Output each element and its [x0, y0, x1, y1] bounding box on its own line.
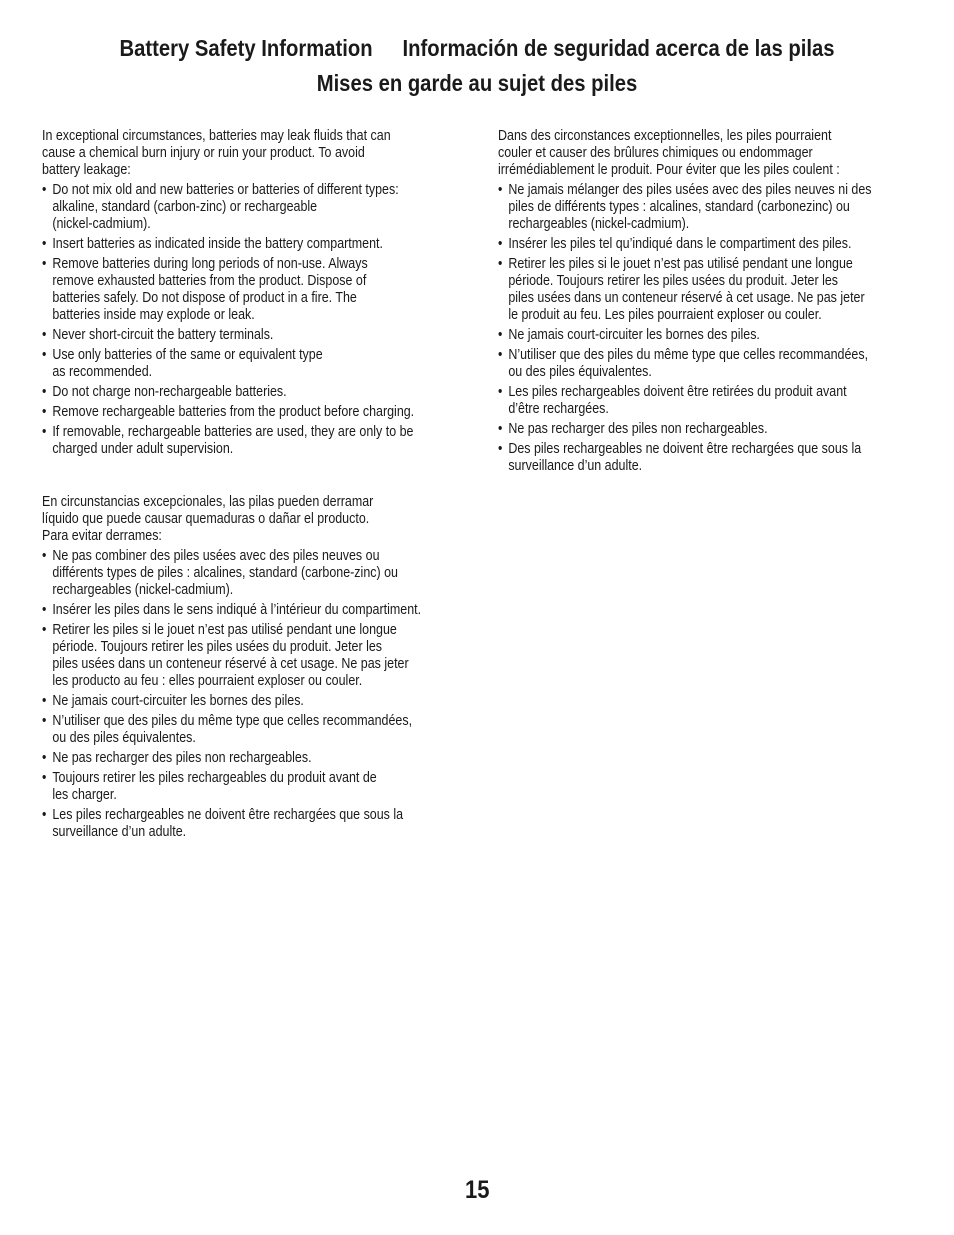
- list-item: • Remove rechargeable batteries from the product before charging.: [42, 404, 460, 421]
- list-item: • Ne pas recharger des piles non rechargeables.: [498, 421, 916, 438]
- page-number: 15: [465, 1176, 490, 1204]
- french-section: [498, 128, 916, 478]
- list-item: • N’utiliser que des piles du même type que celles recommandées, ou des piles équivalentes.: [42, 713, 460, 747]
- list-item: • Ne jamais court-circuiter les bornes des piles.: [42, 693, 460, 710]
- list-item: • Les piles rechargeables doivent être retirées du produit avant d’être rechargées.: [498, 384, 916, 418]
- list-item: • Remove batteries during long periods of non-use. Always remove exhausted batteries from the product. Dispose of batteries safely. Do not dispose of product in a fire. The batteries inside may explode or leak.: [42, 256, 460, 324]
- spanish-list: [42, 548, 460, 841]
- english-list: [42, 182, 460, 458]
- list-item: • Ne pas combiner des piles usées avec des piles neuves ou différents types de piles : alcalines, standard (carbone-zinc) ou rechargeables (nickel-cadmium).: [42, 548, 460, 599]
- list-item: • Do not mix old and new batteries or batteries of different types: alkaline, standard (carbon-zinc) or rechargeable (nickel-cadmium).: [42, 182, 460, 233]
- list-item: • Use only batteries of the same or equivalent type as recommended.: [42, 347, 460, 381]
- list-item: • Toujours retirer les piles rechargeables du produit avant de les charger.: [42, 770, 460, 804]
- page-title: [57, 35, 897, 62]
- list-item: • Insérer les piles dans le sens indiqué à l’intérieur du compartiment.: [42, 602, 460, 619]
- page-subtitle: [57, 70, 897, 97]
- list-item: • Ne jamais mélanger des piles usées avec des piles neuves ni des piles de différents types : alcalines, standard (carbonezinc) ou rechargeables (nickel-cadmium).: [498, 182, 916, 233]
- title-spanish: Información de seguridad acerca de las pilas: [402, 35, 835, 61]
- french-list: [498, 182, 916, 475]
- title-french: Mises en garde au sujet des piles: [316, 70, 638, 96]
- list-item: • Do not charge non-rechargeable batteries.: [42, 384, 460, 401]
- english-intro: In exceptional circumstances, batteries may leak fluids that can cause a chemical burn injury or ruin your product. To avoid battery leakage:: [42, 128, 391, 178]
- list-item: • If removable, rechargeable batteries are used, they are only to be charged under adult supervision.: [42, 424, 460, 458]
- spanish-intro: En circunstancias excepcionales, las pilas pueden derramar líquido que puede causar quemaduras o dañar el producto. Para evitar derrames:: [42, 494, 374, 544]
- list-item: • Retirer les piles si le jouet n’est pas utilisé pendant une longue période. Toujours retirer les piles usées du produit. Jeter les piles usées dans un conteneur réservé à cet usage. Ne pas jeter les producto au feu : elles pourraient exploser ou couler.: [42, 622, 460, 690]
- spanish-section: [42, 494, 460, 844]
- list-item: • Des piles rechargeables ne doivent être rechargées que sous la surveillance d’un adulte.: [498, 441, 916, 475]
- list-item: • Ne jamais court-circuiter les bornes des piles.: [498, 327, 916, 344]
- english-section: [42, 128, 460, 461]
- title-english: Battery Safety Information: [119, 35, 373, 61]
- list-item: • Insérer les piles tel qu’indiqué dans le compartiment des piles.: [498, 236, 916, 253]
- list-item: • Retirer les piles si le jouet n’est pas utilisé pendant une longue période. Toujours retirer les piles usées du produit. Jeter les piles usées dans un conteneur réservé à cet usage. Ne pas jeter le produit au feu. Les piles pourraient exploser ou couler.: [498, 256, 916, 324]
- list-item: • Les piles rechargeables ne doivent être rechargées que sous la surveillance d’un adulte.: [42, 807, 460, 841]
- list-item: • Never short-circuit the battery terminals.: [42, 327, 460, 344]
- list-item: • Ne pas recharger des piles non rechargeables.: [42, 750, 460, 767]
- list-item: • Insert batteries as indicated inside the battery compartment.: [42, 236, 460, 253]
- french-intro: Dans des circonstances exceptionnelles, les piles pourraient couler et causer des brûlures chimiques ou endommager irrémédiablement le produit. Pour éviter que les piles coulent :: [498, 128, 840, 178]
- list-item: • N’utiliser que des piles du même type que celles recommandées, ou des piles équivalentes.: [498, 347, 916, 381]
